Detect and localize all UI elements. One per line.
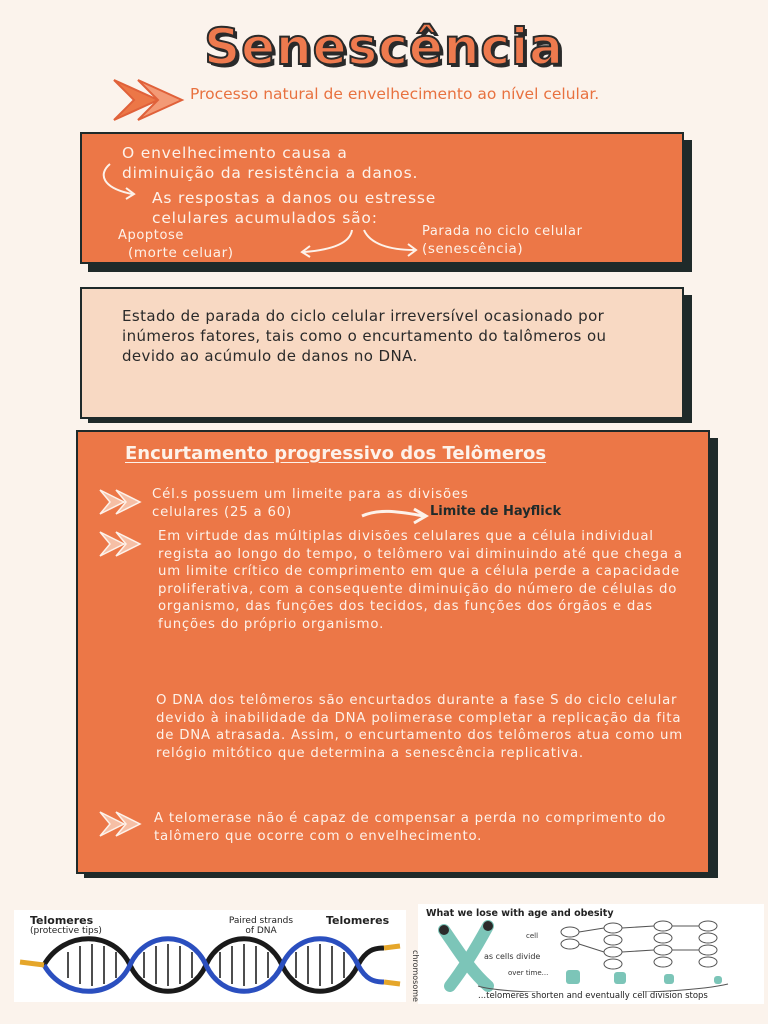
chevron-bullet-icon [98,488,148,516]
split-arrows-icon [290,226,430,260]
definition-text: Estado de parada do ciclo celular irreversível ocasionado por inúmeros fatores, tais como o encurtamento do talômeros ou devido ao acúmulo de danos no DNA. [122,307,607,365]
telomeres-left-label: Telomeres [30,914,94,927]
cell-label: cell [526,932,539,940]
chevron-bullet-icon [98,810,148,838]
arrow-right-icon [360,504,430,528]
chromosome-label: chromosome [411,950,420,1002]
dna-paragraph: O DNA dos telômeros são encurtados durante a fase S do ciclo celular devido à inabilidade da DNA polimerase completar a replicação da fita de DNA atrasada. Assim, o encurtamento dos telômeros atua como um relógio mitótico que determina a senescência replicativa. [156,693,684,761]
subtitle: Processo natural de envelhecimento ao nível celular. [190,85,600,103]
bullet1-text: Cél.s possuem um limeite para as divisões celulares (25 a 60) [152,487,469,520]
telomeres-left-sub: (protective tips) [30,926,102,936]
as-cells-divide-label: as cells divide [484,952,541,961]
figure-title: What we lose with age and obesity [426,908,614,919]
chromosome-diagram-icon [418,920,764,992]
bullet3-text: A telomerase não é capaz de compensar a perda no comprimento do talômero que ocorre com o envelhecimento. [154,811,667,844]
telomere-heading: Encurtamento progressivo dos Telômeros [125,443,547,464]
box1-line2: diminuição da resistência a danos. [122,164,419,182]
telomeres-right-label: Telomeres [326,914,390,927]
figure-caption: ...telomeres shorten and eventually cell division stops [478,991,708,1001]
dna-helix-icon [14,930,406,1002]
parada-sub: (senescência) [422,241,524,257]
curved-arrow-icon [96,160,146,202]
paired-strands-label: Paired strands of DNA [228,916,294,936]
over-time-label: over time... [508,969,549,977]
box1-line1: O envelhecimento causa a [122,144,348,162]
box1-line3: As respostas a danos ou estresse [152,189,437,207]
chevron-bullet-icon [98,530,148,558]
apoptose-label: Apoptose [118,228,184,243]
box1-line4: celulares acumulados são: [152,209,378,227]
page-title: Senescência [204,18,564,76]
parada-label: Parada no ciclo celular [422,224,583,239]
chevron-arrow-icon [112,78,192,122]
hayflick-label: Limite de Hayflick [430,504,562,519]
bullet2-text: Em virtude das múltiplas divisões celulares que a célula individual regista ao longo do tempo, o telômero vai diminuindo até que chega a um limite crítico de comprimento em que a célula perde a capacidade proliferativa, com a consequente diminuição do número de células do organismo, das funções dos tecidos, das funções dos órgãos e das funções do próprio organismo. [158,529,683,632]
apoptose-sub: (morte celuar) [128,245,234,261]
